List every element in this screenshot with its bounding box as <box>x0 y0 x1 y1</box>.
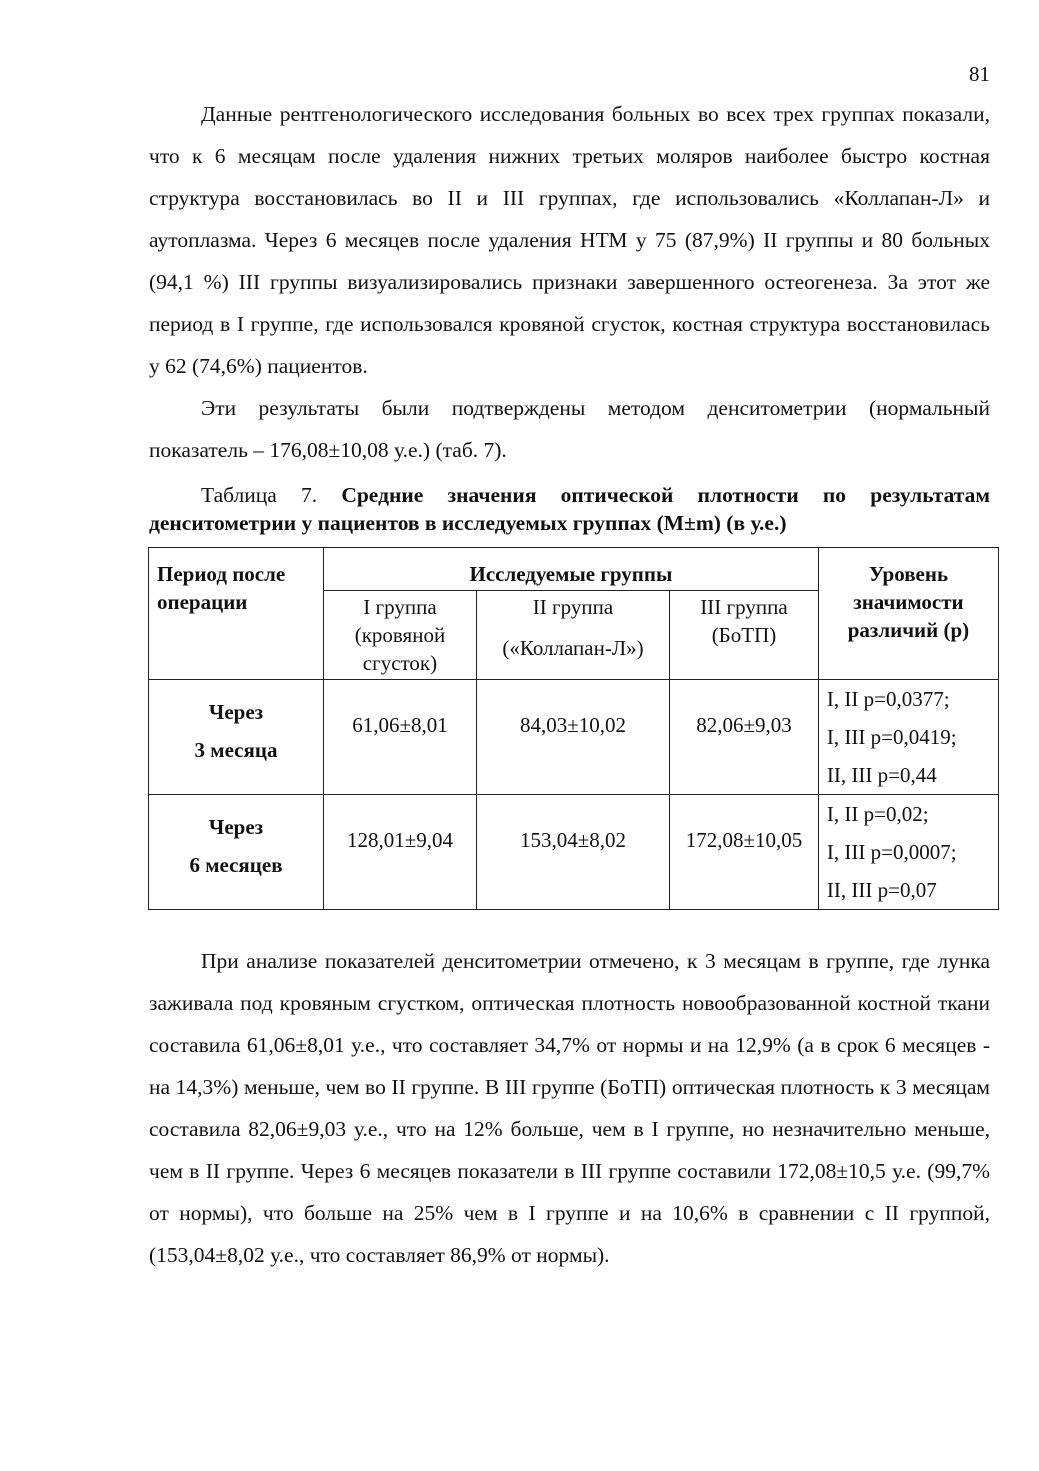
header-groups: Исследуемые группы <box>324 548 819 591</box>
header-significance: Уровень значимости различий (p) <box>818 548 998 680</box>
header-group-3 <box>670 591 819 680</box>
header-group-2-name: II группа <box>532 595 614 619</box>
p-value-1-3: I, III p=0,0419; <box>826 725 957 749</box>
paragraph-radiology-results: Данные рентгенологического исследования больных во всех трех группах показали, что к 6 месяцам после удаления нижних третьих моляров наиболее быстро костная структура восстановилась во II и III группах, где использовались «Коллапан-Л» и аутоплазма. Через 6 месяцев после удаления НТМ у 75 (87,9%) II группы и 80 больных (94,1 %) III группы визуализировались признаки завершенного остеогенеза. За этот же период в I группе, где использовался кровяной сгусток, костная структура восстановилась у 62 (74,6%) пациентов. <box>149 102 990 378</box>
header-group-3-desc: (БоТП) <box>711 623 777 647</box>
p-value-1-3: I, III p=0,0007; <box>826 840 957 864</box>
header-group-2-desc: («Коллапан-Л») <box>502 636 644 660</box>
p-value-1-2: I, II p=0,02; <box>826 802 929 826</box>
cell-group-2: 153,04±8,02 <box>476 795 669 910</box>
table-row <box>149 680 999 795</box>
cell-significance <box>818 680 998 795</box>
cell-group-2: 84,03±10,02 <box>476 680 669 795</box>
cell-group-1: 128,01±9,04 <box>324 795 477 910</box>
header-group-3-name: III группа <box>700 595 788 619</box>
header-group-1-name: I группа <box>363 595 437 619</box>
header-group-2 <box>476 591 669 680</box>
cell-group-3: 82,06±9,03 <box>670 680 819 795</box>
cell-significance <box>818 795 998 910</box>
densitometry-table <box>148 547 999 910</box>
paragraph-densitometry-intro: Эти результаты были подтверждены методом денситометрии (нормальный показатель – 176,08±10,08 у.е.) (таб. 7). <box>149 396 990 462</box>
period-line-1: Через <box>208 700 264 724</box>
header-period: Период после операции <box>149 548 324 680</box>
row-period-3-months <box>149 680 324 795</box>
cell-group-1: 61,06±8,01 <box>324 680 477 795</box>
body-text-bottom <box>149 940 990 1276</box>
body-text-top <box>149 93 990 471</box>
header-group-1 <box>324 591 477 680</box>
header-group-1-desc-a: (кровяной <box>354 623 446 647</box>
p-value-2-3: II, III p=0,07 <box>826 878 937 902</box>
table-caption-title: Средние значения оптической плотности по результатам денситометрии у пациентов в исследуемых группах (M±m) (в у.е.) <box>149 483 990 535</box>
cell-group-3: 172,08±10,05 <box>670 795 819 910</box>
paragraph-densitometry-analysis: При анализе показателей денситометрии отмечено, к 3 месяцам в группе, где лунка заживала под кровяным сгустком, оптическая плотность новообразованной костной ткани составила 61,06±8,01 у.е., что составляет 34,7% от нормы и на 12,9% (а в срок 6 месяцев - на 14,3%) меньше, чем во II группе. В III группе (БоТП) оптическая плотность к 3 месяцам составила 82,06±9,03 у.е., что на 12% больше, чем в I группе, но незначительно меньше, чем в II группе. Через 6 месяцев показатели в III группе составили 172,08±10,5 у.е. (99,7% от нормы), что больше на 25% чем в I группе и на 10,6% в сравнении с II группой, (153,04±8,02 у.е., что составляет 86,9% от нормы). <box>149 949 990 1267</box>
p-value-1-2: I, II p=0,0377; <box>826 687 950 711</box>
period-line-2: 3 месяца <box>194 738 278 762</box>
page-number: 81 <box>969 62 990 86</box>
table-header-row <box>149 548 999 591</box>
period-line-2: 6 месяцев <box>189 853 283 877</box>
header-group-1-desc-b: сгусток) <box>362 651 438 675</box>
table-caption <box>149 481 990 537</box>
table-caption-prefix: Таблица 7. <box>201 483 342 507</box>
period-line-1: Через <box>208 815 264 839</box>
p-value-2-3: II, III p=0,44 <box>826 763 937 787</box>
table-row <box>149 795 999 910</box>
row-period-6-months <box>149 795 324 910</box>
